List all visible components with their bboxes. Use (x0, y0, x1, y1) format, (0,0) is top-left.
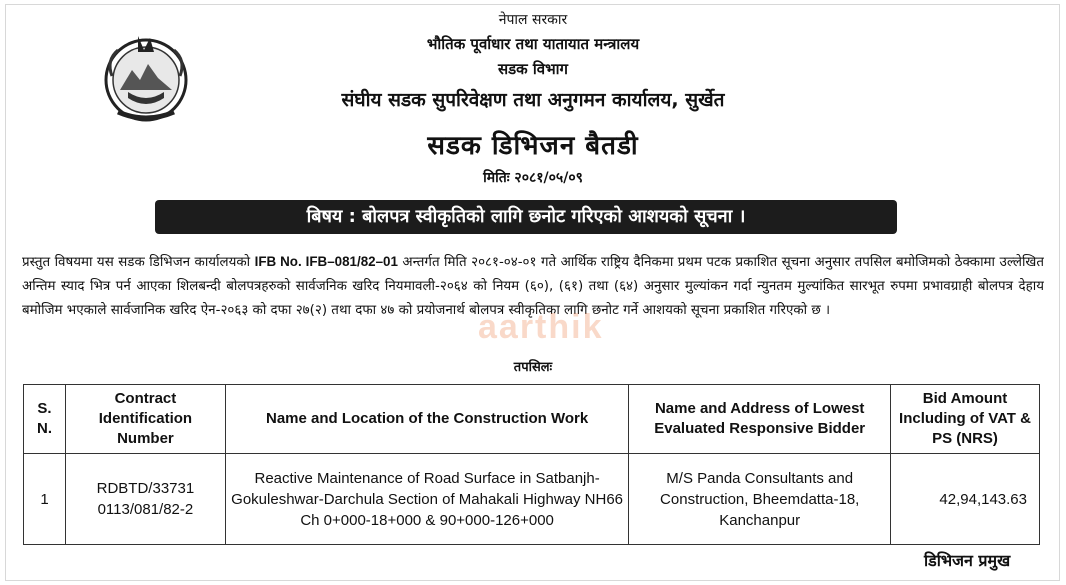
office-name: संघीय सडक सुपरिवेक्षण तथा अनुगमन कार्यालय, सुर्खेत (341, 89, 725, 111)
header-amount: Bid Amount Including of VAT & PS (NRS) (891, 385, 1040, 454)
header-sn: S. N. (24, 385, 66, 454)
header-bidder: Name and Address of Lowest Evaluated Responsive Bidder (629, 385, 891, 454)
header-contract-id: Contract Identification Number (65, 385, 225, 454)
notice-body (22, 250, 1044, 350)
tapsil-label: तपसिलः (513, 360, 553, 375)
cell-sn: 1 (24, 454, 66, 545)
notice-date: मितिः २०८१/०५/०९ (483, 170, 583, 186)
govt-name: नेपाल सरकार (498, 12, 568, 28)
cell-bidder: M/S Panda Consultants and Construction, Bheemdatta-18, Kanchanpur (629, 454, 891, 545)
division-name: सडक डिभिजन बैतडी (427, 131, 639, 161)
signature-title: डिभिजन प्रमुख (924, 551, 1011, 570)
body-part-2: अन्तर्गत मिति २०८१-०४-०१ गते आर्थिक राष्ट्रिय दैनिकमा प्रथम पटक प्रकाशित सूचना अनुसार तपसिल बमोजिमको ठेक्कामा उल्लेखित अन्तिम स्याद भित्र पर्न आएका शिलबन्दी बोलपत्रहरुको सार्वजनिक खरिद नियमावली-२०६४ को नियम (६०), (६१) तथा (६४) अनुसार मुल्यांकन गर्दा न्युनतम मुल्यांकित सारभूत रुपमा प्रभावग्राही बोलपत्र देहाय बमोजिम भएकाले सार्वजानिक खरिद ऐन-२०६३ को दफा २७(२) तथा दफा ४७ को प्रयोजनार्थ बोलपत्र स्वीकृतिका लागि छनोट गर्ने आशयको सूचना प्रकाशित गरिएको छ । (22, 255, 1044, 318)
cell-work: Reactive Maintenance of Road Surface in Satbanjh-Gokuleshwar-Darchula Section of Mahakali Highway NH66 Ch 0+000-18+000 & 90+000-126+000 (225, 454, 628, 545)
body-part-1: प्रस्तुत विषयमा यस सडक डिभिजन कार्यालयको (22, 255, 255, 270)
cell-contract-id: RDBTD/33731 0113/081/82-2 (65, 454, 225, 545)
ministry-name: भौतिक पूर्वाधार तथा यातायात मन्त्रालय (426, 35, 640, 53)
subject-banner: बिषय : बोलपत्र स्वीकृतिको लागि छनोट गरिएको आशयको सूचना । (155, 200, 897, 234)
department-name: सडक विभाग (497, 60, 568, 78)
watermark-logo: aarthik (478, 308, 604, 346)
table-header-row (24, 385, 1040, 454)
ifb-number: IFB No. IFB–081/82–01 (254, 254, 398, 269)
cell-amount: 42,94,143.63 (891, 454, 1040, 545)
header-work: Name and Location of the Construction Work (225, 385, 628, 454)
table-row (24, 454, 1040, 545)
bid-table (23, 384, 1040, 545)
